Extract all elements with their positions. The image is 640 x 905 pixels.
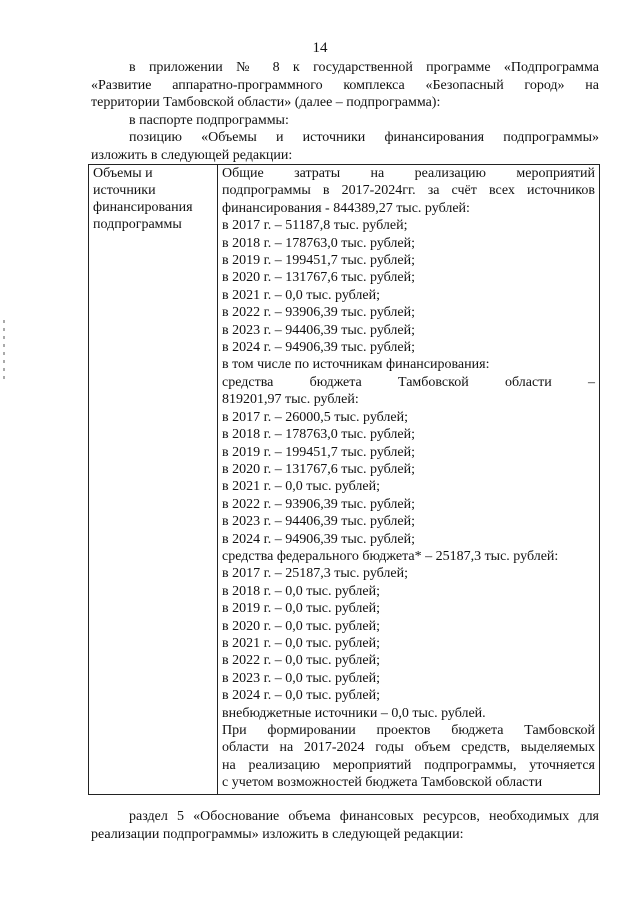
table-label-cell: [89, 165, 218, 795]
label-line: Объемы и: [93, 166, 153, 181]
content-line: в 2017 г. – 26000,5 тыс. рублей;: [222, 409, 408, 425]
content-line: При формировании проектов бюджета Тамбовской: [222, 723, 595, 738]
intro-line: «Развитие аппаратно-программного комплекса «Безопасный город» на: [91, 77, 599, 93]
content-line: 819201,97 тыс. рублей:: [222, 392, 359, 408]
content-line: в 2023 г. – 94406,39 тыс. рублей;: [222, 322, 415, 338]
content-line: в 2018 г. – 0,0 тыс. рублей;: [222, 583, 380, 599]
table-row: [89, 165, 600, 795]
content-line: в 2021 г. – 0,0 тыс. рублей;: [222, 479, 380, 495]
outro-text: [91, 808, 599, 843]
intro-line: изложить в следующей редакции:: [91, 147, 293, 163]
content-line: в 2017 г. – 51187,8 тыс. рублей;: [222, 218, 408, 234]
content-line: в 2020 г. – 131767,6 тыс. рублей;: [222, 461, 415, 477]
content-line: в 2024 г. – 0,0 тыс. рублей;: [222, 688, 380, 704]
content-line: с учетом возможностей бюджета Тамбовской области: [222, 775, 543, 791]
label-line: источники: [93, 183, 156, 198]
scan-margin-marks: [2, 320, 8, 400]
content-line: средства бюджета Тамбовской области –: [222, 374, 595, 390]
content-line: в 2021 г. – 0,0 тыс. рублей;: [222, 635, 380, 651]
intro-line: в приложении № 8 к государственной программе «Подпрограмма: [129, 60, 599, 75]
intro-text: [91, 59, 599, 165]
content-line: в 2021 г. – 0,0 тыс. рублей;: [222, 287, 380, 303]
page-number: 14: [312, 40, 328, 56]
content-line: в 2017 г. – 25187,3 тыс. рублей;: [222, 566, 408, 582]
content-line: внебюджетные источники – 0,0 тыс. рублей.: [222, 705, 486, 721]
content-line: в том числе по источникам финансирования:: [222, 357, 490, 373]
table-content-cell: [218, 165, 600, 795]
outro-line: раздел 5 «Обоснование объема финансовых ресурсов, необходимых для: [129, 809, 599, 824]
content-line: в 2018 г. – 178763,0 тыс. рублей;: [222, 427, 415, 443]
content-line: финансирования - 844389,27 тыс. рублей:: [222, 200, 470, 216]
content-line: в 2019 г. – 0,0 тыс. рублей;: [222, 601, 380, 617]
content-line: в 2022 г. – 93906,39 тыс. рублей;: [222, 496, 415, 512]
content-line: в 2020 г. – 131767,6 тыс. рублей;: [222, 270, 415, 286]
intro-line: территории Тамбовской области» (далее – подпрограмма):: [91, 95, 441, 111]
content-line: Общие затраты на реализацию мероприятий: [222, 166, 595, 181]
label-line: подпрограммы: [93, 217, 182, 232]
financing-table: [88, 164, 600, 795]
content-line: средства федерального бюджета* – 25187,3 тыс. рублей:: [222, 548, 559, 564]
content-line: в 2020 г. – 0,0 тыс. рублей;: [222, 618, 380, 634]
intro-line: в паспорте подпрограммы:: [129, 112, 289, 128]
content-line: в 2022 г. – 0,0 тыс. рублей;: [222, 653, 380, 669]
label-line: финансирования: [93, 200, 193, 215]
content-line: на реализацию мероприятий подпрограммы, уточняется: [222, 757, 595, 773]
content-line: в 2019 г. – 199451,7 тыс. рублей;: [222, 253, 415, 269]
content-line: в 2023 г. – 0,0 тыс. рублей;: [222, 670, 380, 686]
content-line: в 2024 г. – 94906,39 тыс. рублей;: [222, 340, 415, 356]
content-line: подпрограммы в 2017-2024гг. за счёт всех источников: [222, 183, 595, 199]
content-line: в 2019 г. – 199451,7 тыс. рублей;: [222, 444, 415, 460]
intro-line: позицию «Объемы и источники финансирования подпрограммы»: [129, 130, 599, 146]
outro-line: реализации подпрограммы» изложить в следующей редакции:: [91, 826, 464, 842]
content-line: области на 2017-2024 годы объем средств, выделяемых: [222, 740, 595, 756]
content-line: в 2023 г. – 94406,39 тыс. рублей;: [222, 514, 415, 530]
content-line: в 2022 г. – 93906,39 тыс. рублей;: [222, 305, 415, 321]
content-line: в 2024 г. – 94906,39 тыс. рублей;: [222, 531, 415, 547]
content-line: в 2018 г. – 178763,0 тыс. рублей;: [222, 235, 415, 251]
